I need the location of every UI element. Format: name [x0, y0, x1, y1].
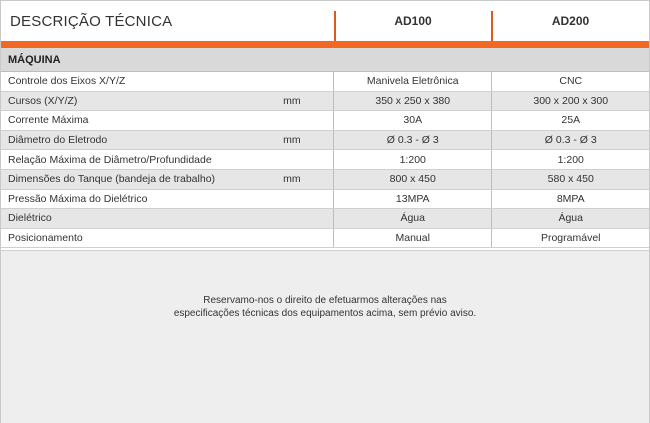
- model-header-ad100: AD100: [394, 14, 432, 28]
- table-header: [1, 1, 649, 41]
- disclaimer-line: especificações técnicas dos equipamentos acima, sem prévio aviso.: [173, 308, 477, 319]
- spec-unit: mm: [283, 134, 301, 147]
- description-header: DESCRIÇÃO TÉCNICA: [10, 12, 173, 30]
- spec-value-ad100: 30A: [333, 111, 492, 130]
- spec-value-ad200: Água: [491, 209, 649, 228]
- table-row: [1, 72, 649, 92]
- spec-value-ad100: 1:200: [333, 150, 492, 169]
- spec-unit: mm: [283, 94, 301, 107]
- table-row: [1, 209, 649, 229]
- spec-value-ad100: Água: [333, 209, 492, 228]
- model-header-ad200: AD200: [551, 14, 590, 28]
- table-row: [1, 131, 649, 151]
- disclaimer-note: [1, 294, 649, 320]
- spec-value-ad200: Programável: [491, 229, 649, 248]
- spec-value-ad100: Manual: [333, 229, 492, 248]
- spec-unit: [283, 190, 333, 209]
- spec-unit: [283, 229, 333, 248]
- spec-value-ad100: 350 x 250 x 380: [333, 92, 492, 111]
- spec-rows: [1, 72, 649, 248]
- spec-label: Cursos (X/Y/Z): [8, 94, 78, 107]
- spec-value-ad100: Manivela Eletrônica: [333, 72, 492, 91]
- spec-label: Relação Máxima de Diâmetro/Profundidade: [8, 153, 212, 166]
- section-title: MÁQUINA: [1, 48, 649, 72]
- spec-unit: [283, 72, 333, 91]
- spec-unit: mm: [283, 173, 301, 186]
- table-row: [1, 190, 649, 210]
- table-row: [1, 92, 649, 112]
- table-row: [1, 111, 649, 131]
- spec-value-ad200: 1:200: [491, 150, 649, 169]
- spec-value-ad200: CNC: [491, 72, 649, 91]
- spec-label: Diâmetro do Eletrodo: [8, 134, 108, 147]
- spec-label: Pressão Máxima do Dielétrico: [8, 192, 148, 205]
- spec-value-ad200: 580 x 450: [491, 170, 649, 189]
- spec-label: Posicionamento: [8, 232, 83, 245]
- spec-label: Controle dos Eixos X/Y/Z: [8, 75, 126, 88]
- spec-value-ad200: 8MPA: [491, 190, 649, 209]
- spec-value-ad200: 300 x 200 x 300: [491, 92, 649, 111]
- spec-unit: [283, 111, 333, 130]
- accent-bar: [1, 41, 649, 48]
- header-divider: [491, 11, 493, 41]
- disclaimer-line: Reservamo-nos o direito de efetuarmos alterações nas: [203, 295, 447, 306]
- table-row: [1, 150, 649, 170]
- header-divider: [334, 11, 336, 41]
- spec-label: Dielétrico: [8, 212, 52, 225]
- table-row: [1, 229, 649, 249]
- spec-unit: [283, 209, 333, 228]
- table-row: [1, 170, 649, 190]
- footer-area: [1, 250, 649, 423]
- spec-value-ad100: 13MPA: [333, 190, 492, 209]
- spec-value-ad200: Ø 0.3 - Ø 3: [491, 131, 649, 150]
- spec-label: Dimensões do Tanque (bandeja de trabalho): [8, 173, 216, 186]
- spec-value-ad100: Ø 0.3 - Ø 3: [333, 131, 492, 150]
- spec-value-ad200: 25A: [491, 111, 649, 130]
- spec-label: Corrente Máxima: [8, 114, 89, 127]
- spec-value-ad100: 800 x 450: [333, 170, 492, 189]
- spec-unit: [283, 150, 333, 169]
